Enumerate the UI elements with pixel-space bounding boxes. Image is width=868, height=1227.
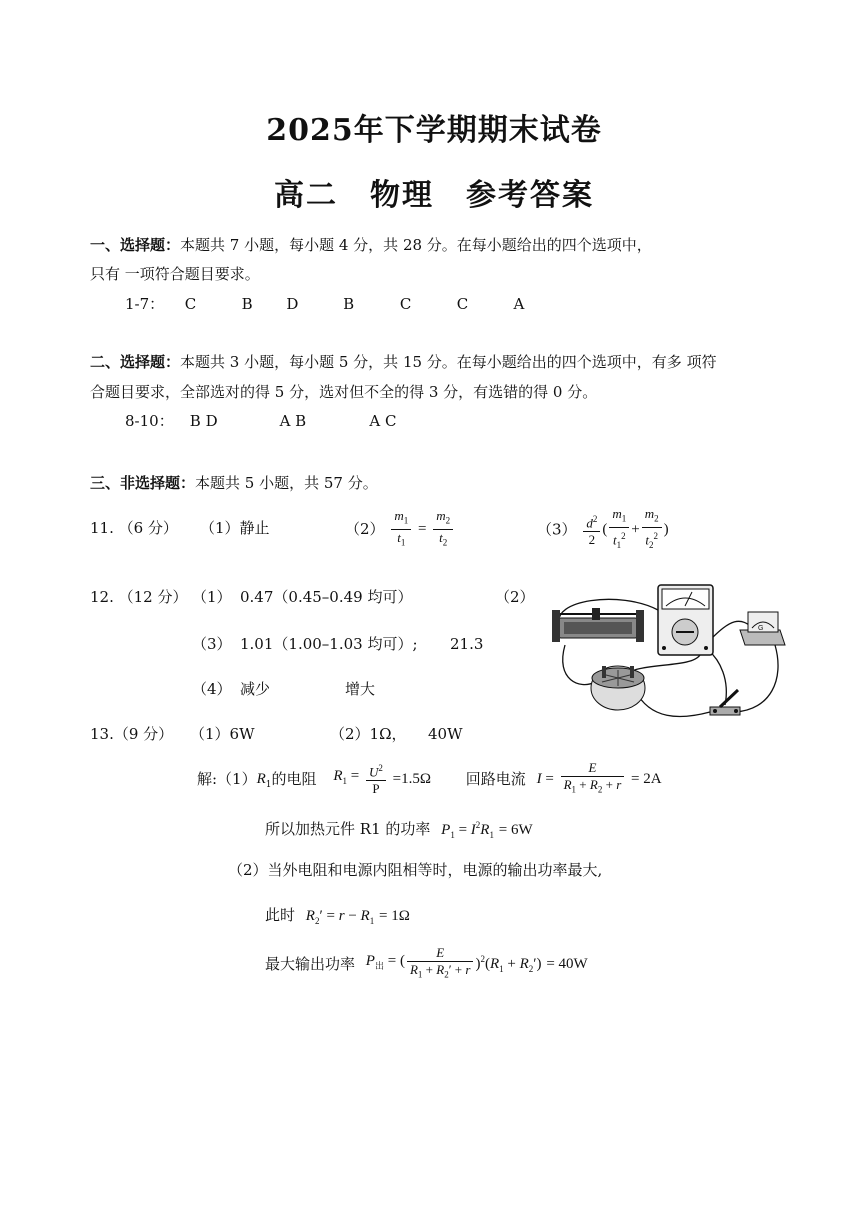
section1-line1: [90, 233, 652, 257]
q13-max-frac: $\frac{E}{R_1 + R_2' + r}$: [407, 945, 474, 983]
section3-line: [90, 471, 378, 495]
section2-desc2: 合题目要求，全部选对的得 5 分，选对但不全的得 3 分，有选错的得 0 分。: [90, 383, 598, 401]
q11-eq3-coef: $\frac{d^2}{2}$: [583, 511, 600, 548]
circuit-diagram: [540, 570, 790, 730]
q13-solution-line1: 解$:(1)R_1$的电阻 $R_1$ = $\frac{U^2}{P}$ =1.5Ω 回路电流 I = $\frac{E}{R_1 + R_2 + r}$ = 2A: [197, 760, 662, 797]
section1-desc1: 本题共 7 小题，每小题 4 分，共 28 分。在每小题给出的四个选项中，: [180, 236, 652, 254]
answer-2: B: [241, 295, 253, 313]
section3-desc: 本题共 5 小题，共 57 分。: [195, 474, 378, 492]
q13-current-text: 回路电流: [465, 769, 526, 788]
q11-eq2-right: $\frac{m_2}{t_2}$: [433, 508, 453, 550]
page-title: 2025年下学期期末试卷: [266, 113, 602, 148]
section3-heading: 三、非选择题：: [90, 474, 196, 492]
answer-8: B D: [189, 412, 218, 430]
q13-max-eq: = 40W: [546, 955, 588, 972]
q12-part1-num: （1）: [192, 588, 232, 606]
q11-eq3-a: $\frac{m_1}{t_1^2}$: [609, 506, 629, 553]
section2-range: 8-10：: [125, 412, 174, 430]
q13-r1-frac: $\frac{U^2}{P}$: [366, 760, 386, 797]
galvanometer-icon: [740, 612, 785, 645]
section1-range: 1-7：: [125, 295, 165, 313]
q13-e-symbol: E: [561, 760, 625, 777]
switch-icon: [710, 690, 740, 715]
wire-switch-meter: [708, 650, 726, 705]
q12-part4-val2: 增大: [345, 680, 376, 698]
q13-r1-eq: =1.5Ω: [392, 770, 432, 787]
q13-part2b: 40W: [428, 725, 463, 743]
rheostat-icon: [552, 608, 644, 642]
q13-p-symbol: P: [372, 781, 380, 797]
q11-eq3-b: $\frac{m_2}{t_2^2}$: [642, 506, 662, 553]
q13-part1: （1）6W: [190, 725, 255, 743]
answer-9: A B: [279, 412, 307, 430]
wire-galv-switch: [735, 645, 778, 712]
q13-sol-label: 解:（1）: [197, 769, 257, 788]
q11-part3-num: （3）: [537, 520, 577, 539]
q11-eq2-left: $\frac{m_1}{t_1}$: [391, 508, 411, 550]
q11-part1: （1）静止: [200, 519, 270, 537]
answer-4: B: [343, 295, 355, 313]
q11-part2: （2） $\frac{m_1}{t_1}$ = $\frac{m_2}{t_2}$: [345, 508, 455, 550]
q12-label: 12. （12 分）: [90, 588, 188, 606]
section2-heading: 二、选择题：: [90, 353, 181, 371]
q13-current-eq: = 2A: [631, 770, 662, 787]
q13-power-eq: = 6W: [498, 822, 533, 838]
q13-r1-text: 的电阻: [271, 769, 317, 788]
q13-then-line: 此时 $R_2' = r - R_1 = 1\Omega$: [265, 906, 410, 926]
q12-part4-num: （4）: [192, 680, 232, 698]
q13-label: 13.（9 分）: [90, 725, 174, 743]
q12-part1-val: 0.47（0.45–0.49 均可）: [240, 588, 413, 606]
q13-max-line: 最大输出功率 $P_出$ = ( $\frac{E}{R_1 + R_2' + r}$ )$^2(R_1 + R_2') = 40W$: [265, 945, 588, 983]
answer-6: C: [456, 295, 469, 313]
answer-5: C: [399, 295, 412, 313]
q13-power-line: 所以加热元件 R1 的功率 $P_1 = I^2R_1 = 6W$: [265, 820, 533, 840]
q11-label: 11. （6 分）: [90, 519, 178, 537]
q13-part2-cond: （2）当外电阻和电源内阻相等时，电源的输出功率最大,: [228, 861, 603, 879]
section1-desc2: 只有 一项符合题目要求。: [90, 265, 260, 283]
q11-part3: （3） $\frac{d^2}{2}$ ( $\frac{m_1}{t_1^2}$ + $\frac{m_2}{t_2^2}$ ): [537, 506, 669, 553]
wire-rheostat-orange: [563, 645, 595, 685]
section2-answers: [125, 409, 396, 433]
q12-part2-num: （2）: [495, 588, 535, 606]
answer-3: D: [286, 295, 299, 313]
q13-then-eq: = 1Ω: [378, 908, 410, 924]
answer-10: A C: [369, 412, 397, 430]
q13-power-text: 所以加热元件 R1 的功率: [265, 820, 431, 838]
q12-part3-val2: 21.3: [450, 635, 484, 653]
page-subtitle: 高二 物理 参考答案: [274, 178, 594, 213]
wire-switch-orange: [635, 690, 710, 717]
section1-heading: 一、选择题：: [90, 236, 181, 254]
q13-max-text: 最大输出功率: [265, 954, 356, 973]
q13-u-symbol: U: [368, 764, 379, 780]
q12-part3-val: 1.01（1.00–1.03 均可）;: [240, 635, 418, 653]
q12-part3-num: （3）: [192, 635, 232, 653]
q12-part4-val1: 减少: [240, 680, 271, 698]
q13-then-text: 此时: [265, 906, 296, 924]
section2-desc1: 本题共 3 小题，每小题 5 分，共 15 分。在每小题给出的四个选项中，有多 项符: [180, 353, 717, 371]
q13-part2: （2）1Ω，: [330, 725, 407, 743]
q13-current-frac: $\frac{E}{R_1 + R_2 + r}$: [561, 760, 625, 798]
q11-part2-num: （2）: [345, 520, 385, 539]
answer-1: C: [184, 295, 197, 313]
answer-7: A: [513, 295, 525, 313]
multimeter-icon: [658, 585, 713, 655]
orange-battery-icon: [591, 666, 645, 710]
section2-line1: [90, 350, 717, 374]
svg-text:G: G: [758, 625, 764, 632]
section1-answers: [125, 292, 524, 316]
